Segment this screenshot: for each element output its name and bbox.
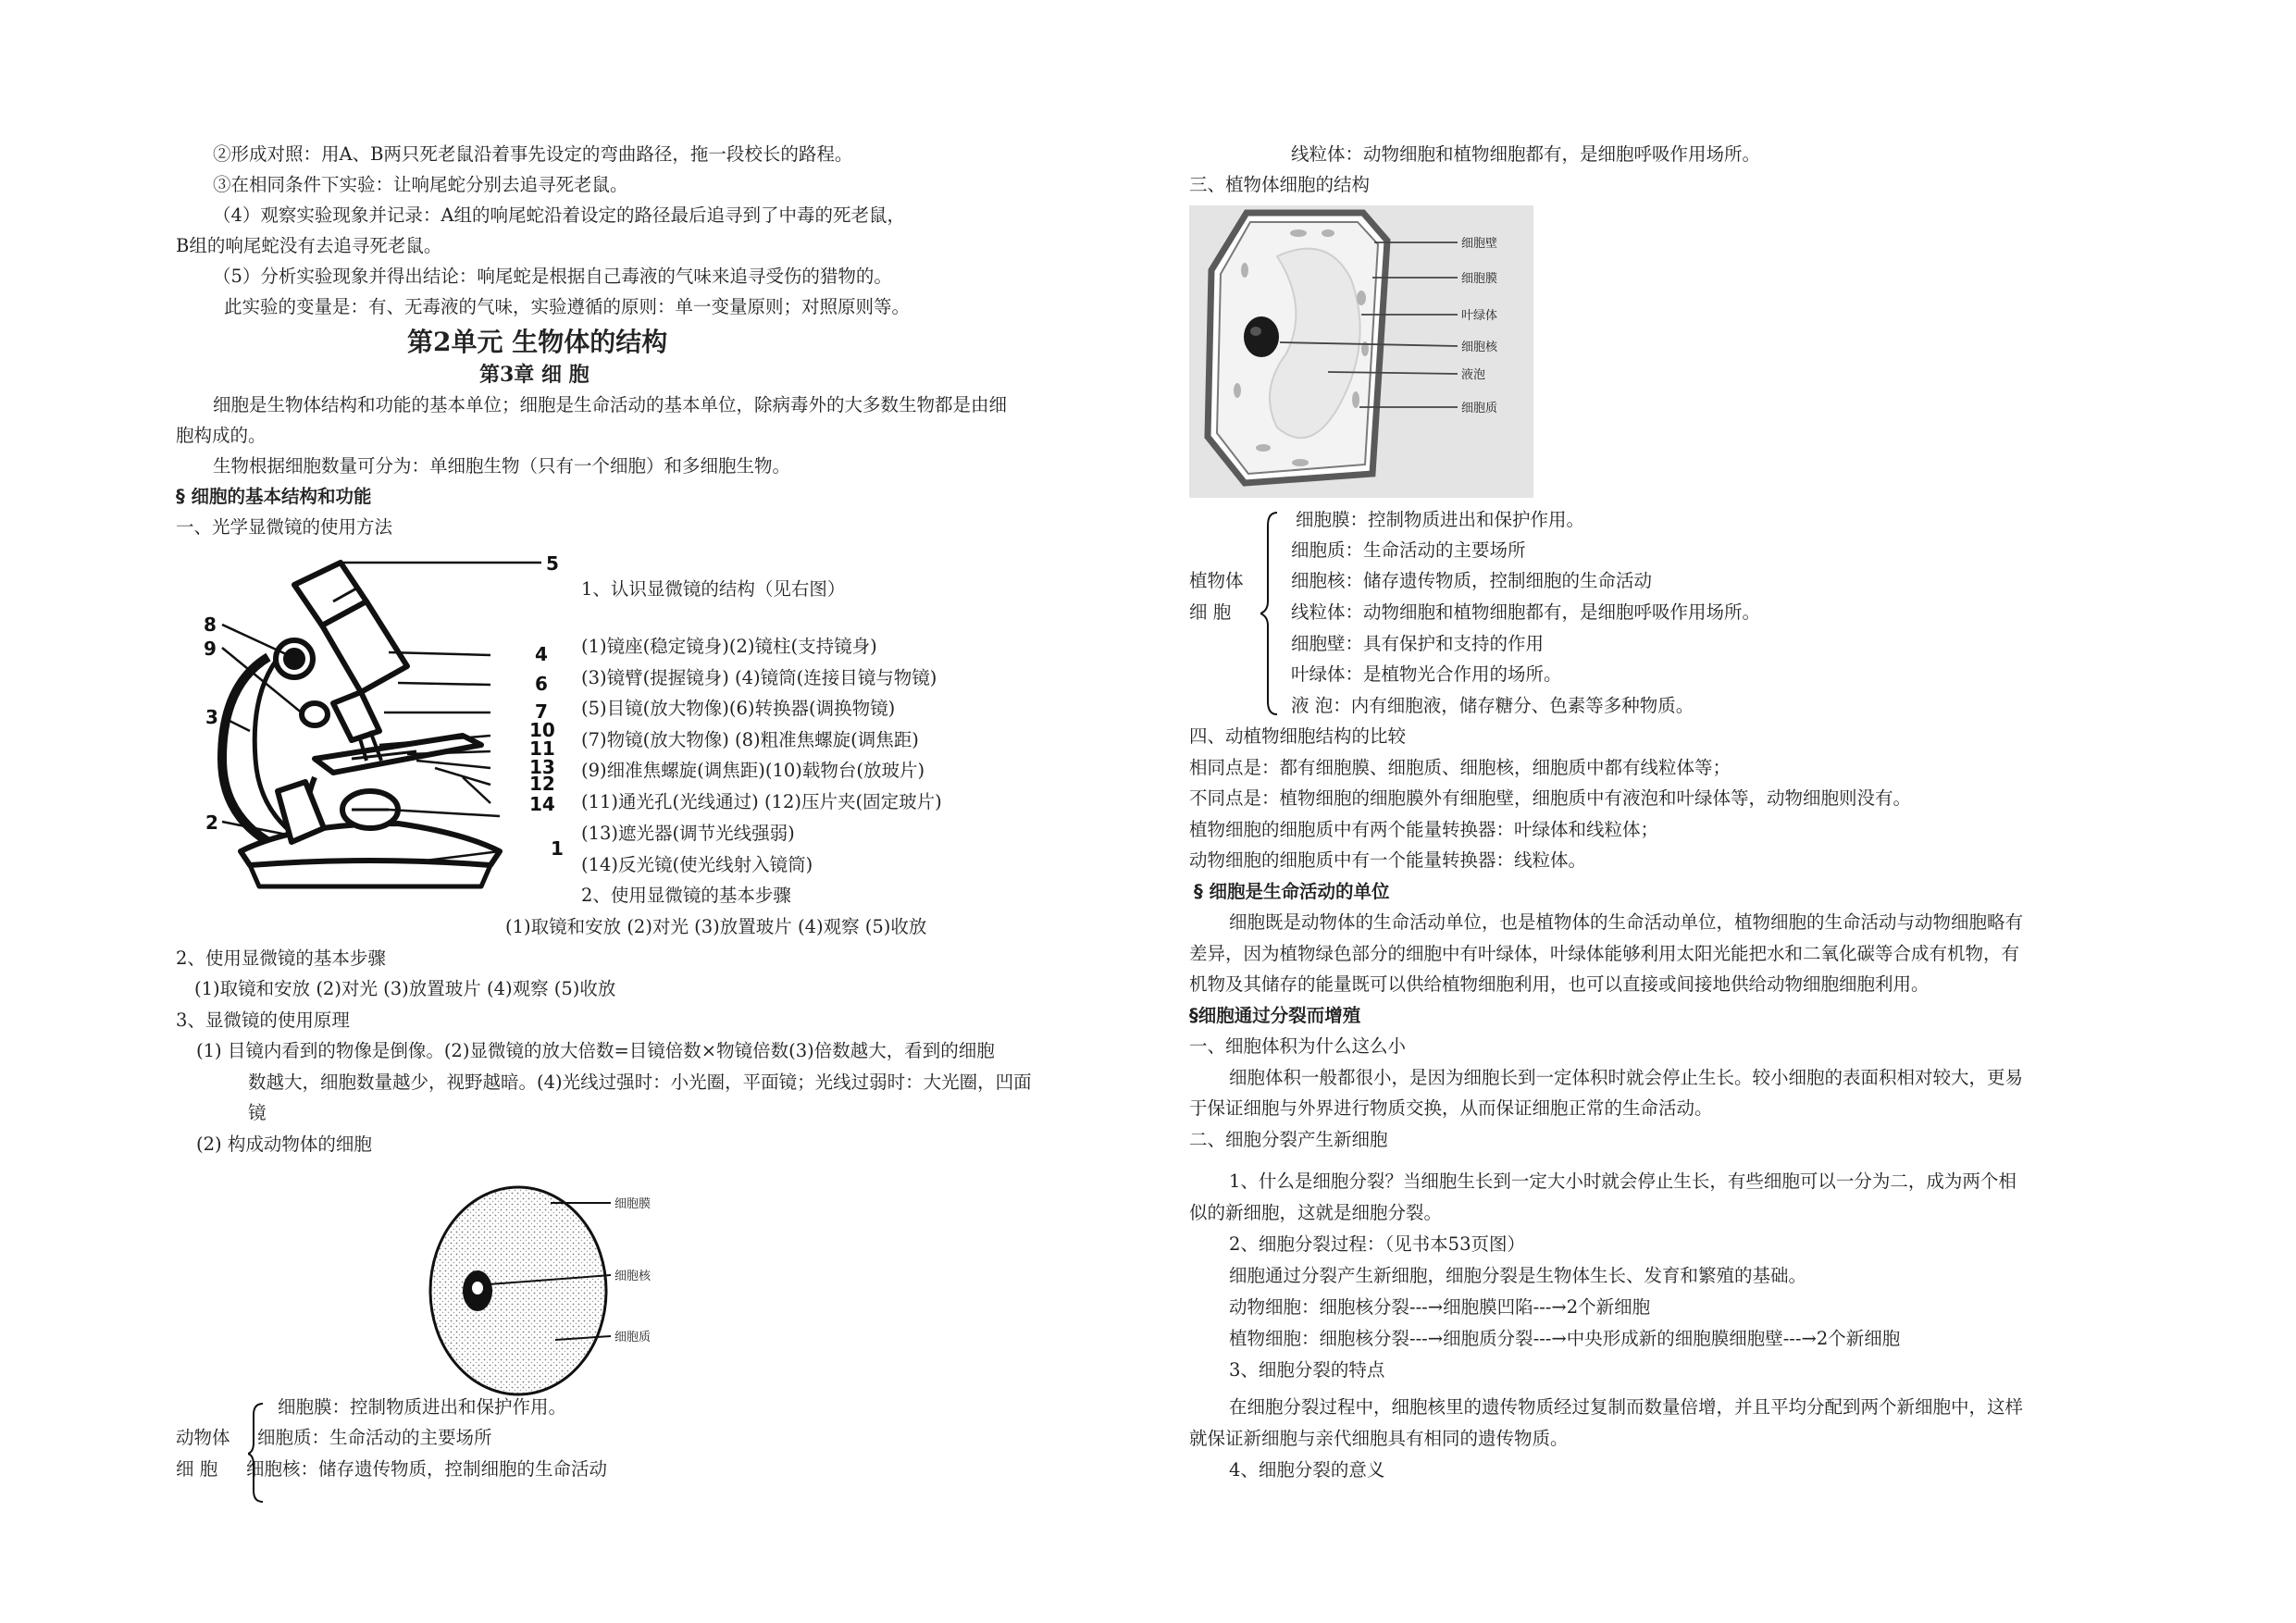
micro-list-item: (3)镜臂(提握镜身) (4)镜筒(连接目镜与物镜) — [581, 667, 937, 688]
micro-number: 4 — [535, 643, 548, 665]
text-line: 胞构成的。 — [176, 425, 267, 446]
plant-item: 细胞壁：具有保护和支持的作用 — [1291, 633, 1545, 654]
text-line: 动物细胞的细胞质中有一个能量转换器：线粒体。 — [1189, 849, 1587, 871]
text-line: 差异，因为植物绿色部分的细胞中有叶绿体，叶绿体能够利用太阳光能把水和二氧化碳等合成有机物，有 — [1189, 943, 2020, 964]
sub-heading: 3、显微镜的使用原理 — [176, 1010, 350, 1031]
sub-heading: 三、植物体细胞的结构 — [1189, 174, 1371, 195]
text-line: 植物细胞的细胞质中有两个能量转换器：叶绿体和线粒体； — [1189, 819, 1659, 840]
text-line: 1、什么是细胞分裂？当细胞生长到一定大小时就会停止生长，有些细胞可以一分为二，成为两个相 — [1229, 1171, 2017, 1192]
text-line: （4）观察实验现象并记录：A组的响尾蛇沿着设定的路径最后追寻到了中毒的死老鼠， — [213, 204, 905, 226]
micro-number: 12 — [529, 773, 555, 795]
text-line: ③在相同条件下实验：让响尾蛇分别去追寻死老鼠。 — [213, 174, 628, 195]
micro-number: 11 — [529, 737, 555, 760]
micro-list-item: (11)通光孔(光线通过) (12)压片夹(固定玻片) — [581, 791, 942, 812]
sub-heading: 一、光学显微镜的使用方法 — [176, 516, 393, 538]
section-heading: § 细胞是生命活动的单位 — [1194, 881, 1390, 902]
micro-number: 9 — [204, 638, 217, 660]
sub-heading: 2、使用显微镜的基本步骤 — [176, 948, 386, 969]
brace-icon — [1260, 511, 1281, 716]
sub-heading: 一、细胞体积为什么这么小 — [1189, 1035, 1407, 1057]
text-line: 细胞既是动物体的生命活动单位，也是植物体的生命活动单位，植物细胞的生命活动与动物细胞略有 — [1229, 911, 2024, 933]
animal-item: 细胞质：生命活动的主要场所 — [257, 1427, 492, 1448]
text-line: (1)取镜和安放 (2)对光 (3)放置玻片 (4)观察 (5)收放 — [194, 978, 616, 999]
group-label: 细 胞 — [176, 1458, 218, 1480]
text-line: B组的响尾蛇没有去追寻死老鼠。 — [176, 235, 442, 256]
text-line: 4、细胞分裂的意义 — [1229, 1459, 1385, 1481]
section-heading: §细胞通过分裂而增殖 — [1189, 1005, 1361, 1026]
plant-item: 细胞质：生命活动的主要场所 — [1291, 539, 1526, 561]
text-line: 线粒体：动物细胞和植物细胞都有，是细胞呼吸作用场所。 — [1291, 143, 1761, 165]
animal-item: 细胞核：储存遗传物质，控制细胞的生命活动 — [246, 1458, 608, 1480]
fig-label: 细胞质 — [1461, 402, 1498, 415]
micro-number: 13 — [529, 756, 555, 778]
micro-number: 3 — [205, 706, 218, 728]
text-line: （5）分析实验现象并得出结论：响尾蛇是根据自己毒液的气味来追寻受伤的猎物的。 — [213, 266, 892, 287]
text-line: 镜 — [248, 1102, 267, 1123]
micro-list-item: 2、使用显微镜的基本步骤 — [581, 885, 791, 906]
fig-label: 液泡 — [1461, 368, 1486, 382]
text-line: 植物细胞：细胞核分裂---→细胞质分裂---→中央形成新的细胞膜细胞壁---→2个新细胞 — [1229, 1328, 1901, 1349]
micro-number: 10 — [529, 719, 555, 741]
fig-label: 细胞膜 — [614, 1197, 652, 1211]
microscope-diagram — [185, 546, 574, 898]
text-line: 数越大，细胞数量越少，视野越暗。(4)光线过强时：小光圈，平面镜；光线过弱时：大光圈，凹面 — [248, 1072, 1032, 1093]
plant-item: 液 泡：内有细胞液，储存糖分、色素等多种物质。 — [1291, 695, 1694, 716]
text-line: 2、细胞分裂过程：（见书本53页图） — [1229, 1233, 1525, 1255]
sub-heading: 四、动植物细胞结构的比较 — [1189, 725, 1407, 747]
fig-label: 叶绿体 — [1461, 309, 1498, 323]
text-line: 3、细胞分裂的特点 — [1229, 1359, 1385, 1381]
chapter-title: 第3章 细 胞 — [479, 363, 590, 387]
section-heading: § 细胞的基本结构和功能 — [176, 486, 372, 507]
unit-title: 第2单元 生物体的结构 — [407, 327, 668, 357]
micro-list-item: (7)物镜(放大物像) (8)粗准焦螺旋(调焦距) — [581, 729, 919, 750]
text-line: (1)取镜和安放 (2)对光 (3)放置玻片 (4)观察 (5)收放 — [505, 916, 927, 937]
micro-number: 7 — [535, 700, 548, 723]
micro-list-item: (13)遮光器(调节光线强弱) — [581, 823, 795, 844]
text-line: 不同点是：植物细胞的细胞膜外有细胞壁，细胞质中有液泡和叶绿体等，动物细胞则没有。 — [1189, 787, 1912, 809]
group-label: 细 胞 — [1189, 601, 1232, 623]
text-line: 动物细胞：细胞核分裂---→细胞膜凹陷---→2个新细胞 — [1229, 1296, 1651, 1318]
text-line: (2) 构成动物体的细胞 — [196, 1134, 372, 1155]
fig-label: 细胞质 — [614, 1331, 652, 1344]
plant-item: 细胞核：储存遗传物质，控制细胞的生命活动 — [1291, 570, 1653, 591]
text-line: 在细胞分裂过程中，细胞核里的遗传物质经过复制而数量倍增，并且平均分配到两个新细胞中，这样 — [1229, 1396, 2024, 1418]
fig-label: 细胞核 — [614, 1270, 652, 1283]
fig-label: 细胞核 — [1461, 341, 1498, 354]
text-line: 细胞通过分裂产生新细胞，细胞分裂是生物体生长、发育和繁殖的基础。 — [1229, 1265, 1807, 1286]
text-line: 于保证细胞与外界进行物质交换，从而保证细胞正常的生命活动。 — [1189, 1097, 1713, 1119]
text-line: 细胞体积一般都很小，是因为细胞长到一定体积时就会停止生长。较小细胞的表面积相对较大，更易 — [1229, 1067, 2024, 1088]
micro-list-item: (9)细准焦螺旋(调焦距)(10)载物台(放玻片) — [581, 760, 925, 781]
micro-number: 8 — [204, 613, 217, 636]
micro-list-item: (14)反光镜(使光线射入镜筒) — [581, 854, 813, 875]
micro-number: 5 — [546, 552, 559, 575]
micro-number: 14 — [529, 793, 555, 815]
plant-item: 细胞膜：控制物质进出和保护作用。 — [1296, 509, 1585, 530]
sub-heading: 二、细胞分裂产生新细胞 — [1189, 1129, 1388, 1150]
micro-list-item: 1、认识显微镜的结构（见右图） — [581, 578, 846, 600]
micro-number: 2 — [205, 812, 218, 834]
text-line: ②形成对照：用A、B两只死老鼠沿着事先设定的弯曲路径，拖一段校长的路程。 — [213, 143, 853, 165]
text-line: 相同点是：都有细胞膜、细胞质、细胞核，细胞质中都有线粒体等； — [1189, 757, 1731, 778]
micro-number: 1 — [551, 837, 564, 860]
animal-item: 细胞膜：控制物质进出和保护作用。 — [278, 1396, 567, 1418]
text-line: 就保证新细胞与亲代细胞具有相同的遗传物质。 — [1189, 1428, 1569, 1449]
micro-list-item: (5)目镜(放大物像)(6)转换器(调换物镜) — [581, 698, 896, 719]
micro-number: 6 — [535, 673, 548, 695]
text-line: 生物根据细胞数量可分为：单细胞生物（只有一个细胞）和多细胞生物。 — [213, 455, 791, 477]
fig-label: 细胞壁 — [1461, 237, 1498, 251]
text-line: 此实验的变量是：有、无毒液的气味，实验遵循的原则：单一变量原则；对照原则等。 — [224, 296, 911, 317]
text-line: 机物及其储存的能量既可以供给植物细胞利用，也可以直接或间接地供给动物细胞细胞利用。 — [1189, 973, 1930, 995]
group-label: 植物体 — [1189, 570, 1244, 591]
text-line: 似的新细胞，这就是细胞分裂。 — [1189, 1202, 1443, 1223]
animal-cell-diagram — [416, 1175, 685, 1406]
plant-item: 叶绿体：是植物光合作用的场所。 — [1291, 663, 1562, 685]
group-label: 动物体 — [176, 1427, 230, 1448]
text-line: 细胞是生物体结构和功能的基本单位；细胞是生命活动的基本单位，除病毒外的大多数生物都是由细 — [213, 394, 1008, 415]
plant-cell-diagram — [1189, 205, 1541, 498]
fig-label: 细胞膜 — [1461, 272, 1498, 286]
text-line: (1) 目镜内看到的物像是倒像。(2)显微镜的放大倍数=目镜倍数×物镜倍数(3)倍数越大，看到的细胞 — [196, 1040, 995, 1061]
micro-list-item: (1)镜座(稳定镜身)(2)镜柱(支持镜身) — [581, 636, 877, 657]
brace-icon — [248, 1402, 267, 1504]
plant-item: 线粒体：动物细胞和植物细胞都有，是细胞呼吸作用场所。 — [1291, 601, 1761, 623]
